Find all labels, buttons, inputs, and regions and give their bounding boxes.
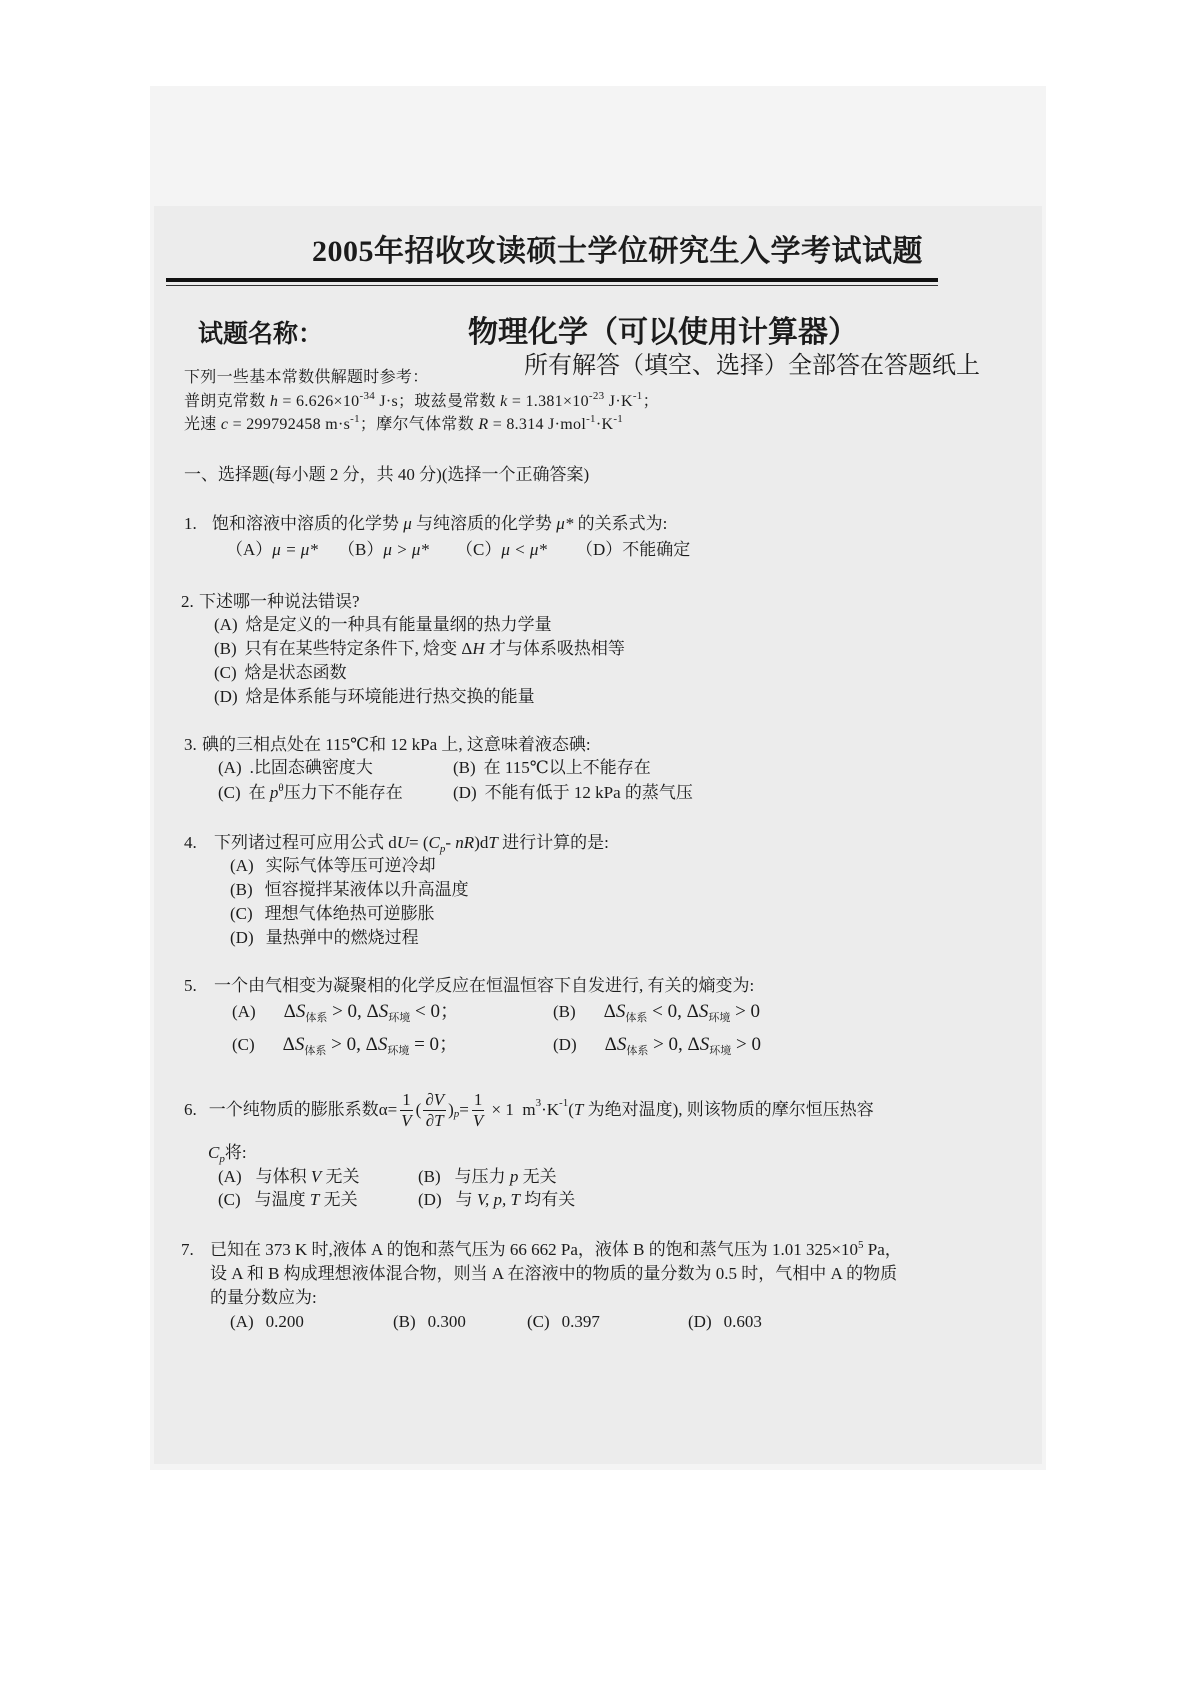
option-label: (B) — [393, 1312, 416, 1331]
stem-subscript: p — [439, 843, 446, 855]
option-text: μ > μ* — [383, 540, 429, 559]
stem-text: 的关系式为: — [573, 514, 668, 533]
option-label: (C) — [232, 1035, 255, 1054]
option-formula — [605, 1034, 761, 1055]
q1-option-d — [576, 539, 690, 561]
const-text: = 6.626×10 — [278, 393, 360, 410]
option-text: 0.200 — [265, 1312, 304, 1331]
q1-option-a — [226, 539, 318, 561]
q6-stem-line — [184, 1085, 874, 1135]
option-label: (D) — [553, 1035, 577, 1054]
const-text: = 8.314 J·mol — [488, 416, 587, 433]
q1-number: 1. — [184, 514, 197, 533]
q5-option-d — [553, 1034, 761, 1058]
option-label: (B) — [453, 758, 476, 777]
option-label: (A) — [218, 1167, 242, 1186]
option-symbol: T — [309, 1190, 320, 1209]
stem-symbol: T — [573, 1100, 584, 1119]
formula-text: > 0, Δ — [648, 1034, 700, 1055]
exam-title: 2005年招收攻读硕士学位研究生入学考试试题 — [312, 235, 923, 268]
fraction-numerator: 1 — [473, 1089, 483, 1109]
formula-symbol: S — [616, 1034, 627, 1055]
const-text: ； — [642, 393, 659, 410]
option-label: (A) — [230, 1312, 254, 1331]
q6-option-d — [418, 1189, 575, 1211]
q5-option-c — [232, 1034, 458, 1058]
stem-paren: ) — [448, 1100, 454, 1119]
fraction-numerator: 1 — [402, 1089, 411, 1109]
const-text: J·K — [604, 393, 633, 410]
const-text: ；摩尔气体常数 — [359, 416, 479, 433]
option-label: (C) — [218, 1190, 241, 1209]
const-exponent: -1 — [586, 413, 596, 425]
q4-option-d — [230, 927, 419, 949]
constants-line-1 — [184, 392, 659, 413]
stem-text: 下列诸过程可应用公式 d — [214, 833, 397, 852]
q2-stem: 下述哪一种说法错误? — [199, 592, 360, 611]
option-label: （D） — [576, 540, 623, 559]
option-label: (D) — [688, 1312, 712, 1331]
option-text: 均有关 — [520, 1190, 576, 1209]
const-symbol: R — [478, 416, 489, 433]
q4-option-b — [230, 879, 469, 901]
option-text: 0.397 — [561, 1312, 600, 1331]
option-label: (C) — [527, 1312, 550, 1331]
formula-subscript: 环境 — [709, 1045, 732, 1057]
stem-text: )d — [474, 833, 489, 852]
q4-option-c — [230, 903, 435, 925]
constants-line-2 — [184, 415, 623, 436]
stem-text: = ( — [409, 833, 429, 852]
stem-text: 与纯溶质的化学势 — [411, 514, 557, 533]
option-text: 焓是体系能与环境能进行热交换的能量 — [245, 687, 535, 706]
option-label: (C) — [214, 663, 237, 682]
q7-number: 7. — [181, 1240, 194, 1259]
option-text: 无关 — [518, 1167, 557, 1186]
formula-subscript: 体系 — [625, 1012, 648, 1024]
option-label: (C) — [218, 783, 241, 802]
q2-option-a — [214, 614, 552, 636]
q7-option-b — [393, 1311, 466, 1333]
formula-text: Δ — [282, 1034, 295, 1055]
formula-text: > 0 — [730, 1001, 761, 1022]
q2-option-d — [214, 686, 535, 708]
q4-number: 4. — [184, 833, 197, 852]
formula-symbol: S — [699, 1034, 710, 1055]
option-text: 与 — [455, 1190, 477, 1209]
q1-option-b — [338, 539, 429, 561]
section-title: 一、选择题(每小题 2 分，共 40 分)(选择一个正确答案) — [184, 465, 590, 484]
option-text: 不能确定 — [622, 540, 691, 559]
option-label: (B) — [230, 880, 253, 899]
title-rule-thick — [166, 278, 938, 282]
stem-symbol: μ — [403, 514, 412, 533]
option-text: 焓是定义的一种具有能量量纲的热力学量 — [245, 615, 552, 634]
q6-number: 6. — [184, 1100, 197, 1119]
option-label: (D) — [418, 1190, 442, 1209]
stem-text: 将: — [224, 1143, 247, 1162]
formula-subscript: 体系 — [626, 1045, 649, 1057]
option-label: (D) — [453, 783, 477, 802]
formula-text: < 0, Δ — [647, 1001, 699, 1022]
option-text: 无关 — [319, 1190, 358, 1209]
option-label: (B) — [553, 1002, 576, 1021]
option-label: (D) — [214, 687, 238, 706]
const-exponent: -23 — [588, 390, 605, 402]
fraction-denominator: V — [401, 1110, 412, 1130]
option-formula — [284, 1001, 459, 1022]
option-text: 理想气体绝热可逆膨胀 — [264, 904, 435, 923]
stem-text: Pa， — [863, 1240, 902, 1259]
stem-text: 进行计算的是: — [497, 833, 609, 852]
stem-symbol: μ* — [556, 514, 574, 533]
stem-paren: ( — [415, 1100, 422, 1119]
q2-option-c — [214, 662, 347, 684]
option-text: μ < μ* — [501, 540, 547, 559]
title-rule-thin — [166, 285, 938, 286]
const-text: 普朗克常数 — [184, 393, 270, 410]
q5-option-b — [553, 1001, 760, 1025]
stem-symbol: C — [428, 833, 440, 852]
option-label: (A) — [232, 1002, 256, 1021]
option-symbol: V, p, T — [476, 1190, 521, 1209]
formula-text: Δ — [603, 1001, 616, 1022]
formula-text: < 0； — [410, 1001, 459, 1022]
option-label: (C) — [230, 904, 253, 923]
option-text: 压力下不能存在 — [283, 783, 403, 802]
q2-number: 2. — [181, 592, 194, 611]
stem-superscript: 3 — [535, 1097, 542, 1109]
option-text: 焓是状态函数 — [244, 663, 347, 682]
q3-number: 3. — [184, 735, 197, 754]
formula-symbol: S — [378, 1001, 389, 1022]
q7-option-c — [527, 1311, 600, 1333]
option-label: （C） — [456, 540, 502, 559]
option-label: （A） — [226, 540, 273, 559]
option-text: 才与体系吸热相等 — [484, 639, 625, 658]
q4-option-a — [230, 855, 436, 877]
stem-text: = — [459, 1100, 469, 1119]
q7-stem-line-1 — [210, 1239, 902, 1263]
subject-label: 试题名称： — [198, 321, 324, 348]
option-text: 不能有低于 12 kPa 的蒸气压 — [484, 783, 693, 802]
option-symbol: H — [472, 639, 485, 658]
formula-text: Δ — [283, 1001, 296, 1022]
stem-symbol: T — [488, 833, 498, 852]
q3-option-c — [218, 782, 403, 806]
formula-symbol: S — [295, 1001, 306, 1022]
q3-option-b — [453, 757, 651, 779]
option-superscript: θ — [278, 782, 284, 794]
const-symbol: k — [500, 393, 508, 410]
option-text: μ = μ* — [272, 540, 318, 559]
option-label: (D) — [230, 928, 254, 947]
option-text: 0.300 — [427, 1312, 466, 1331]
fraction-numerator: ∂V — [425, 1089, 445, 1109]
const-exponent: -1 — [350, 413, 360, 425]
option-formula — [604, 1001, 760, 1022]
q1-option-c — [456, 539, 547, 561]
stem-symbol: C — [208, 1143, 220, 1162]
formula-symbol: S — [615, 1001, 626, 1022]
formula-symbol: S — [698, 1001, 709, 1022]
q6-option-a — [218, 1166, 360, 1188]
constants-intro: 下列一些基本常数供解题时参考： — [184, 369, 429, 386]
formula-text: > 0 — [731, 1034, 761, 1055]
option-label: (B) — [214, 639, 237, 658]
option-text: 只有在某些特定条件下, 焓变 Δ — [244, 639, 473, 658]
const-symbol: c — [220, 416, 229, 433]
q6-stem-line-2 — [208, 1142, 247, 1166]
option-label: (A) — [230, 856, 254, 875]
stem-symbol: U — [396, 833, 410, 852]
option-text: 无关 — [321, 1167, 360, 1186]
formula-subscript: 体系 — [305, 1012, 328, 1024]
stem-text: 为绝对温度), 则该物质的摩尔恒压热容 — [583, 1100, 874, 1119]
fraction-denominator: ∂T — [425, 1110, 444, 1130]
option-label: (A) — [218, 758, 242, 777]
q7-option-a — [230, 1311, 304, 1333]
stem-text: ·K — [541, 1100, 560, 1119]
const-exponent: -34 — [359, 390, 376, 402]
formula-symbol: S — [377, 1034, 388, 1055]
const-text: = 1.381×10 — [507, 393, 589, 410]
q6-option-c — [218, 1189, 358, 1211]
stem-text: 饱和溶液中溶质的化学势 — [212, 514, 404, 533]
q1-stem — [212, 513, 667, 535]
stem-subscript: p — [453, 1108, 460, 1120]
formula-text: Δ — [604, 1034, 617, 1055]
option-text: 实际气体等压可逆冷却 — [265, 856, 436, 875]
const-text: J·s；玻兹曼常数 — [375, 393, 501, 410]
formula-subscript: 环境 — [387, 1045, 410, 1057]
q2-option-b — [214, 638, 625, 660]
q7-option-d — [688, 1311, 762, 1333]
stem-text: 已知在 373 K 时,液体 A 的饱和蒸气压为 66 662 Pa，液体 B 的饱和蒸气压为 1.01 325×10 — [210, 1240, 859, 1259]
option-text: 与温度 — [254, 1190, 310, 1209]
const-exponent: -1 — [613, 413, 624, 425]
formula-subscript: 环境 — [388, 1012, 411, 1024]
option-text: 与体积 — [255, 1167, 311, 1186]
q5-stem: 一个由气相变为凝聚相的化学反应在恒温恒容下自发进行, 有关的熵变为: — [214, 976, 755, 995]
answer-instruction: 所有解答（填空、选择）全部答在答题纸上 — [524, 353, 980, 379]
formula-text: > 0, Δ — [327, 1001, 379, 1022]
q5-number: 5. — [184, 976, 197, 995]
const-text: = 299792458 m·s — [228, 416, 351, 433]
fraction-denominator: V — [472, 1110, 484, 1130]
option-text: 量热弹中的燃烧过程 — [265, 928, 419, 947]
const-text: 光速 — [184, 416, 221, 433]
q7-stem-line-3: 的量分数应为: — [210, 1288, 317, 1307]
stem-superscript: 5 — [858, 1239, 864, 1251]
stem-text: × 1 m — [487, 1100, 536, 1119]
q3-option-d — [453, 782, 693, 804]
fraction-one-over-v — [399, 1090, 413, 1131]
stem-symbol: nR — [455, 833, 475, 852]
option-text: 与压力 — [454, 1167, 510, 1186]
option-label: (B) — [418, 1167, 441, 1186]
q4-stem — [214, 832, 609, 856]
option-text: .比固态碘密度大 — [249, 758, 373, 777]
option-label: （B） — [338, 540, 384, 559]
formula-text: = 0； — [409, 1034, 459, 1055]
fraction-partial-derivative — [423, 1090, 446, 1131]
option-symbol: p — [509, 1167, 519, 1186]
const-text: ·K — [595, 416, 614, 433]
fraction-one-over-v — [471, 1090, 485, 1131]
option-text: 0.603 — [723, 1312, 762, 1331]
q7-stem-line-2: 设 A 和 B 构成理想液体混合物，则当 A 在溶液中的物质的量分数为 0.5 时，气相中 A 的物质 — [210, 1264, 898, 1283]
q5-option-a — [232, 1001, 459, 1025]
const-exponent: -1 — [632, 390, 643, 402]
formula-subscript: 体系 — [304, 1045, 327, 1057]
option-symbol: V — [310, 1167, 322, 1186]
stem-text: - — [445, 833, 456, 852]
formula-subscript: 环境 — [708, 1012, 731, 1024]
option-symbol: p — [269, 783, 279, 802]
subject-name: 物理化学（可以使用计算器） — [468, 316, 858, 349]
stem-superscript: -1 — [559, 1097, 569, 1109]
q3-stem: 碘的三相点处在 115℃和 12 kPa 上, 这意味着液态碘: — [202, 735, 591, 754]
stem-text: ( — [568, 1100, 574, 1119]
option-text: 在 — [248, 783, 270, 802]
option-text: 在 115℃以上不能存在 — [483, 758, 651, 777]
option-formula — [283, 1034, 458, 1055]
formula-symbol: S — [294, 1034, 305, 1055]
stem-subscript: p — [219, 1153, 225, 1165]
stem-text: 一个纯物质的膨胀系数α= — [208, 1100, 398, 1119]
option-text: 恒容搅拌某液体以升高温度 — [264, 880, 469, 899]
formula-text: > 0, Δ — [326, 1034, 378, 1055]
q3-option-a — [218, 757, 373, 779]
const-symbol: h — [269, 393, 279, 410]
q6-option-b — [418, 1166, 557, 1188]
option-label: (A) — [214, 615, 238, 634]
